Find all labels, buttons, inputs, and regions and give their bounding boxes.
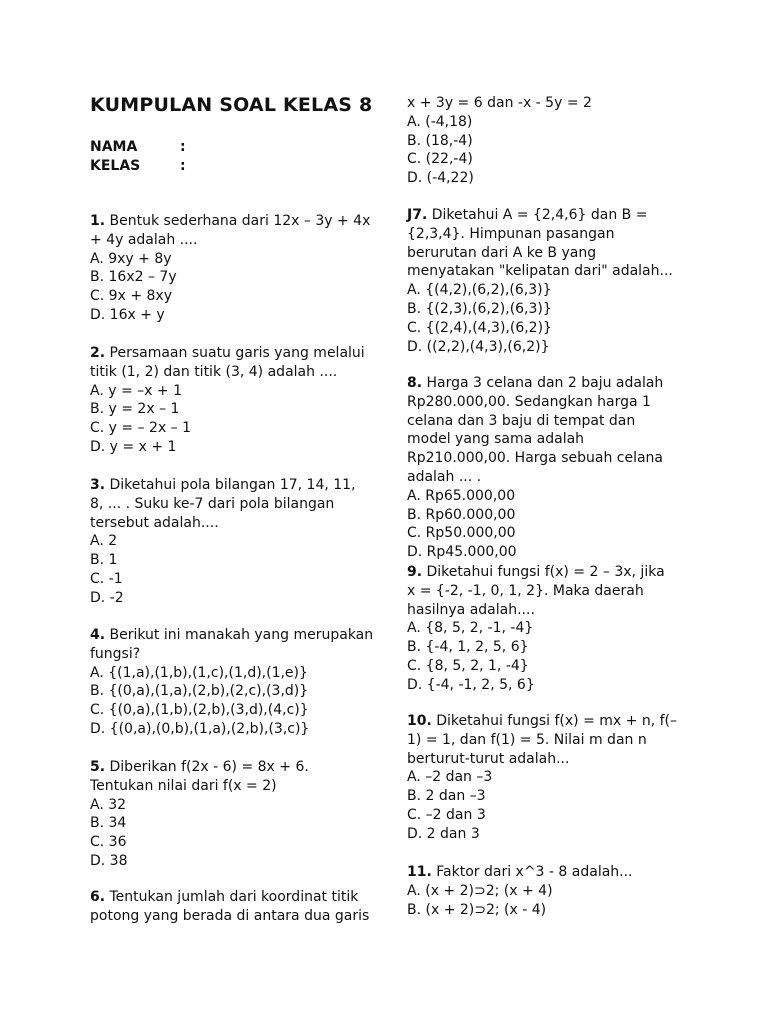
question-text: Persamaan suatu garis yang melalui titik (1, 2) dan titik (3, 4) adalah .... bbox=[90, 345, 365, 380]
student-info bbox=[90, 138, 186, 176]
question-text: x + 3y = 6 dan -x - 5y = 2 bbox=[407, 95, 592, 111]
option-b: B. 34 bbox=[90, 815, 127, 832]
question-text: Diberikan f(2x - 6) = 8x + 6. Tentukan nilai dari f(x = 2) bbox=[90, 759, 309, 794]
question-number: 6. bbox=[90, 889, 106, 905]
option-b: B. 2 dan –3 bbox=[407, 788, 486, 805]
option-d: D. 2 dan 3 bbox=[407, 825, 480, 842]
question-8 bbox=[407, 374, 682, 562]
question-number: 5. bbox=[90, 759, 106, 775]
kelas-separator: : bbox=[180, 158, 186, 174]
option-c: C. {(0,a),(1,b),(2,b),(3,d),(4,c)} bbox=[90, 702, 309, 719]
option-d: D. {-4, -1, 2, 5, 6} bbox=[407, 676, 535, 693]
question-text: Berikut ini manakah yang merupakan fungsi? bbox=[90, 627, 374, 662]
option-c: C. 9x + 8xy bbox=[90, 288, 172, 305]
option-c: C. y = – 2x – 1 bbox=[90, 420, 192, 437]
option-b: B. {(2,3),(6,2),(6,3)} bbox=[407, 300, 552, 317]
option-a: A. {(4,2),(6,2),(6,3)} bbox=[407, 282, 552, 299]
option-c: C. (22,-4) bbox=[407, 151, 473, 168]
option-b: B. {-4, 1, 2, 5, 6} bbox=[407, 639, 529, 656]
question-3 bbox=[90, 476, 370, 608]
option-d: D. ((2,2),(4,3),(6,2)} bbox=[407, 338, 550, 355]
question-number: 2. bbox=[90, 345, 106, 361]
question-number: 1. bbox=[90, 213, 106, 229]
option-a: A. Rp65.000,00 bbox=[407, 487, 516, 504]
option-c: C. 36 bbox=[90, 834, 127, 851]
option-b: B. y = 2x – 1 bbox=[90, 401, 180, 418]
question-number: 11. bbox=[407, 864, 432, 880]
question-text: Diketahui fungsi f(x) = mx + n, f(–1) = 1, dan f(1) = 5. Nilai m dan n berturut-turut adalah... bbox=[407, 713, 677, 767]
kelas-label: KELAS bbox=[90, 158, 141, 174]
question-5 bbox=[90, 758, 375, 871]
option-d: D. (-4,22) bbox=[407, 170, 474, 187]
option-a: A. (x + 2)⊃2; (x + 4) bbox=[407, 882, 553, 899]
option-c: C. {8, 5, 2, 1, -4} bbox=[407, 657, 529, 674]
option-b: B. 16x2 – 7y bbox=[90, 269, 177, 286]
question-text: Diketahui fungsi f(x) = 2 – 3x, jika x = {-2, -1, 0, 1, 2}. Maka daerah hasilnya adalah.... bbox=[407, 564, 665, 618]
option-a: A. 32 bbox=[90, 796, 127, 813]
page-title: KUMPULAN SOAL KELAS 8 bbox=[90, 94, 373, 116]
question-7 bbox=[407, 206, 677, 356]
question-4 bbox=[90, 626, 375, 739]
option-c: C. –2 dan 3 bbox=[407, 806, 486, 823]
option-d: D. -2 bbox=[90, 589, 124, 606]
option-b: B. 1 bbox=[90, 552, 118, 569]
question-number: 9. bbox=[407, 564, 423, 580]
question-text: Diketahui A = {2,4,6} dan B = {2,3,4}. Himpunan pasangan berurutan dari A ke B yang menyatakan "kelipatan dari" adalah... bbox=[407, 207, 673, 280]
option-a: A. –2 dan –3 bbox=[407, 769, 493, 786]
option-c: C. {(2,4),(4,3),(6,2)} bbox=[407, 319, 552, 336]
option-a: A. {(1,a),(1,b),(1,c),(1,d),(1,e)} bbox=[90, 664, 308, 681]
nama-separator: : bbox=[180, 139, 186, 155]
question-11 bbox=[407, 863, 692, 919]
question-1 bbox=[90, 212, 375, 325]
option-b: B. (18,-4) bbox=[407, 132, 473, 149]
option-d: D. y = x + 1 bbox=[90, 438, 177, 455]
question-number: 3. bbox=[90, 477, 106, 493]
question-6 bbox=[90, 888, 375, 926]
question-text: Bentuk sederhana dari 12x – 3y + 4x + 4y adalah .... bbox=[90, 213, 371, 248]
question-9 bbox=[407, 563, 677, 695]
question-number: 10. bbox=[407, 713, 432, 729]
option-a: A. {8, 5, 2, -1, -4} bbox=[407, 620, 534, 637]
option-b: B. Rp60.000,00 bbox=[407, 506, 516, 523]
question-number: 4. bbox=[90, 627, 106, 643]
question-6-continued bbox=[407, 94, 692, 188]
question-number: J7. bbox=[407, 207, 428, 223]
option-a: A. y = –x + 1 bbox=[90, 382, 182, 399]
question-text: Harga 3 celana dan 2 baju adalah Rp280.000,00. Sedangkan harga 1 celana dan 3 baju di tempat dan model yang sama adalah Rp210.000,00. Harga sebuah celana adalah ... . bbox=[407, 375, 664, 485]
option-a: A. 2 bbox=[90, 533, 118, 550]
option-c: C. Rp50.000,00 bbox=[407, 525, 516, 542]
option-d: D. Rp45.000,00 bbox=[407, 544, 517, 561]
option-d: D. 16x + y bbox=[90, 306, 165, 323]
question-text: Faktor dari x^3 - 8 adalah... bbox=[431, 864, 633, 880]
option-b: B. (x + 2)⊃2; (x - 4) bbox=[407, 901, 547, 918]
option-d: D. {(0,a),(0,b),(1,a),(2,b),(3,c)} bbox=[90, 720, 310, 737]
option-c: C. -1 bbox=[90, 570, 123, 587]
nama-row bbox=[90, 138, 186, 157]
question-2 bbox=[90, 344, 365, 457]
kelas-row bbox=[90, 157, 186, 176]
option-a: A. 9xy + 8y bbox=[90, 250, 172, 267]
question-10 bbox=[407, 712, 677, 844]
option-b: B. {(0,a),(1,a),(2,b),(2,c),(3,d)} bbox=[90, 683, 309, 700]
question-number: 8. bbox=[407, 375, 423, 391]
nama-label: NAMA bbox=[90, 139, 138, 155]
question-text: Diketahui pola bilangan 17, 14, 11, 8, ... . Suku ke-7 dari pola bilangan tersebut adalah.... bbox=[90, 477, 356, 531]
option-a: A. (-4,18) bbox=[407, 113, 473, 130]
question-text: Tentukan jumlah dari koordinat titik potong yang berada di antara dua garis bbox=[90, 889, 370, 924]
option-d: D. 38 bbox=[90, 852, 128, 869]
